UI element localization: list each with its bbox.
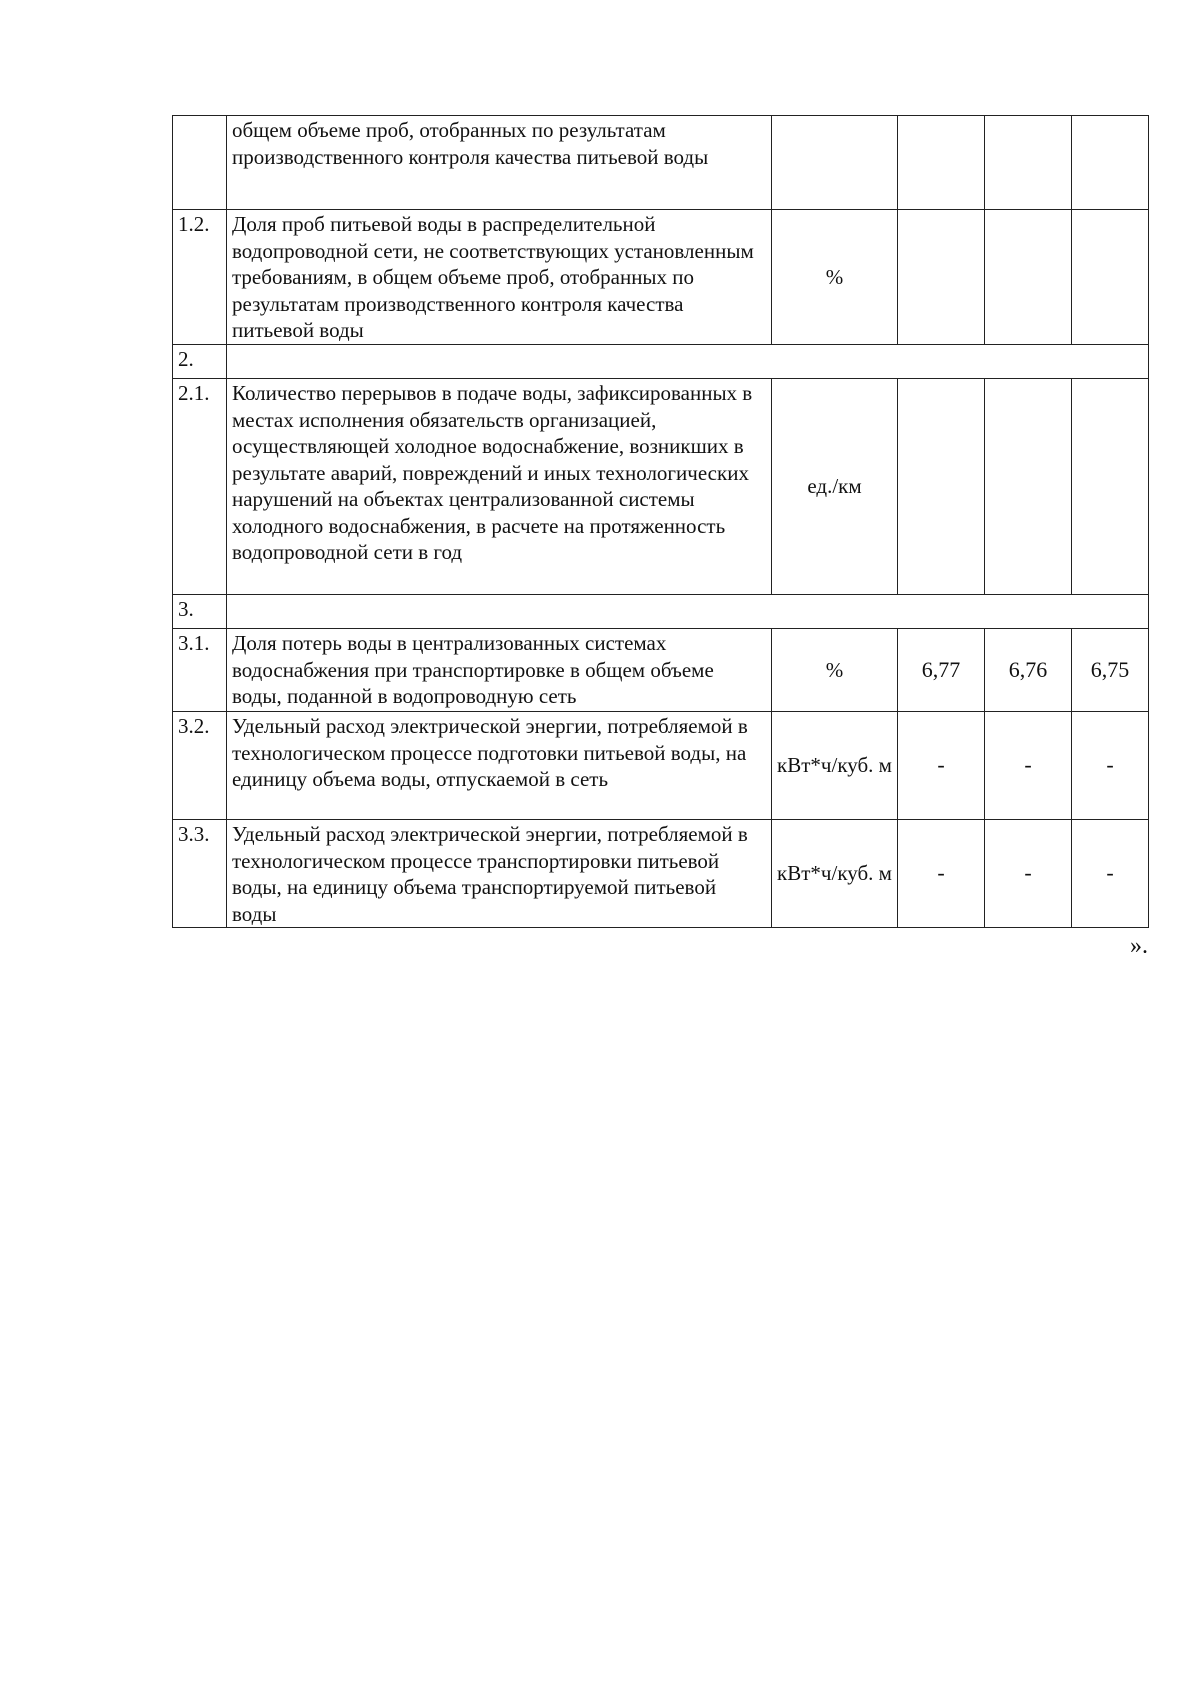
- value-cell: [985, 379, 1072, 595]
- value-cell: [1072, 379, 1149, 595]
- value-cell: [898, 379, 985, 595]
- indicator-name: Доля проб питьевой воды в распределительной водопроводной сети, не соответствующих установленным требованиям, в общем объеме проб, отобранных по результатам производственного контроля качества питьевой воды: [227, 210, 772, 345]
- section-row: [173, 345, 1149, 379]
- value-cell: [985, 116, 1072, 210]
- unit-cell: ед./км: [772, 379, 898, 595]
- section-title: [227, 595, 1149, 629]
- unit-cell: кВт*ч/куб. м: [772, 712, 898, 820]
- indicator-name: Доля потерь воды в централизованных системах водоснабжения при транспортировке в общем объеме воды, поданной в водопроводную сеть: [227, 629, 772, 712]
- table-row: [173, 379, 1149, 595]
- value-cell: -: [985, 712, 1072, 820]
- unit-cell: %: [772, 210, 898, 345]
- value-cell: -: [898, 712, 985, 820]
- table-row: [173, 210, 1149, 345]
- indicator-name: Количество перерывов в подаче воды, зафиксированных в местах исполнения обязательств организацией, осуществляющей холодное водоснабжение, возникших в результате аварий, повреждений и иных технологических нарушений на объектах централизованной системы холодного водоснабжения, в расчете на протяженность водопроводной сети в год: [227, 379, 772, 595]
- indicators-table: [172, 115, 1149, 928]
- value-cell: 6,77: [898, 629, 985, 712]
- indicator-name: общем объеме проб, отобранных по результатам производственного контроля качества питьевой воды: [227, 116, 772, 210]
- row-number: 3.2.: [173, 712, 227, 820]
- section-number: 2.: [173, 345, 227, 379]
- value-cell: -: [985, 820, 1072, 928]
- table-row: [173, 712, 1149, 820]
- table-row: [173, 116, 1149, 210]
- unit-cell: кВт*ч/куб. м: [772, 820, 898, 928]
- value-cell: [1072, 210, 1149, 345]
- value-cell: -: [1072, 712, 1149, 820]
- indicator-name: Удельный расход электрической энергии, потребляемой в технологическом процессе транспортировки питьевой воды, на единицу объема транспортируемой питьевой воды: [227, 820, 772, 928]
- row-number: [173, 116, 227, 210]
- table-row: [173, 820, 1149, 928]
- value-cell: -: [1072, 820, 1149, 928]
- value-cell: 6,76: [985, 629, 1072, 712]
- closing-quote-mark: ».: [1130, 933, 1148, 959]
- value-cell: [1072, 116, 1149, 210]
- section-title: [227, 345, 1149, 379]
- unit-cell: [772, 116, 898, 210]
- section-row: [173, 595, 1149, 629]
- value-cell: [898, 116, 985, 210]
- row-number: 3.3.: [173, 820, 227, 928]
- table-row: [173, 629, 1149, 712]
- indicator-name: Удельный расход электрической энергии, потребляемой в технологическом процессе подготовки питьевой воды, на единицу объема воды, отпускаемой в сеть: [227, 712, 772, 820]
- row-number: 3.1.: [173, 629, 227, 712]
- value-cell: 6,75: [1072, 629, 1149, 712]
- section-number: 3.: [173, 595, 227, 629]
- row-number: 1.2.: [173, 210, 227, 345]
- row-number: 2.1.: [173, 379, 227, 595]
- value-cell: [985, 210, 1072, 345]
- value-cell: -: [898, 820, 985, 928]
- value-cell: [898, 210, 985, 345]
- unit-cell: %: [772, 629, 898, 712]
